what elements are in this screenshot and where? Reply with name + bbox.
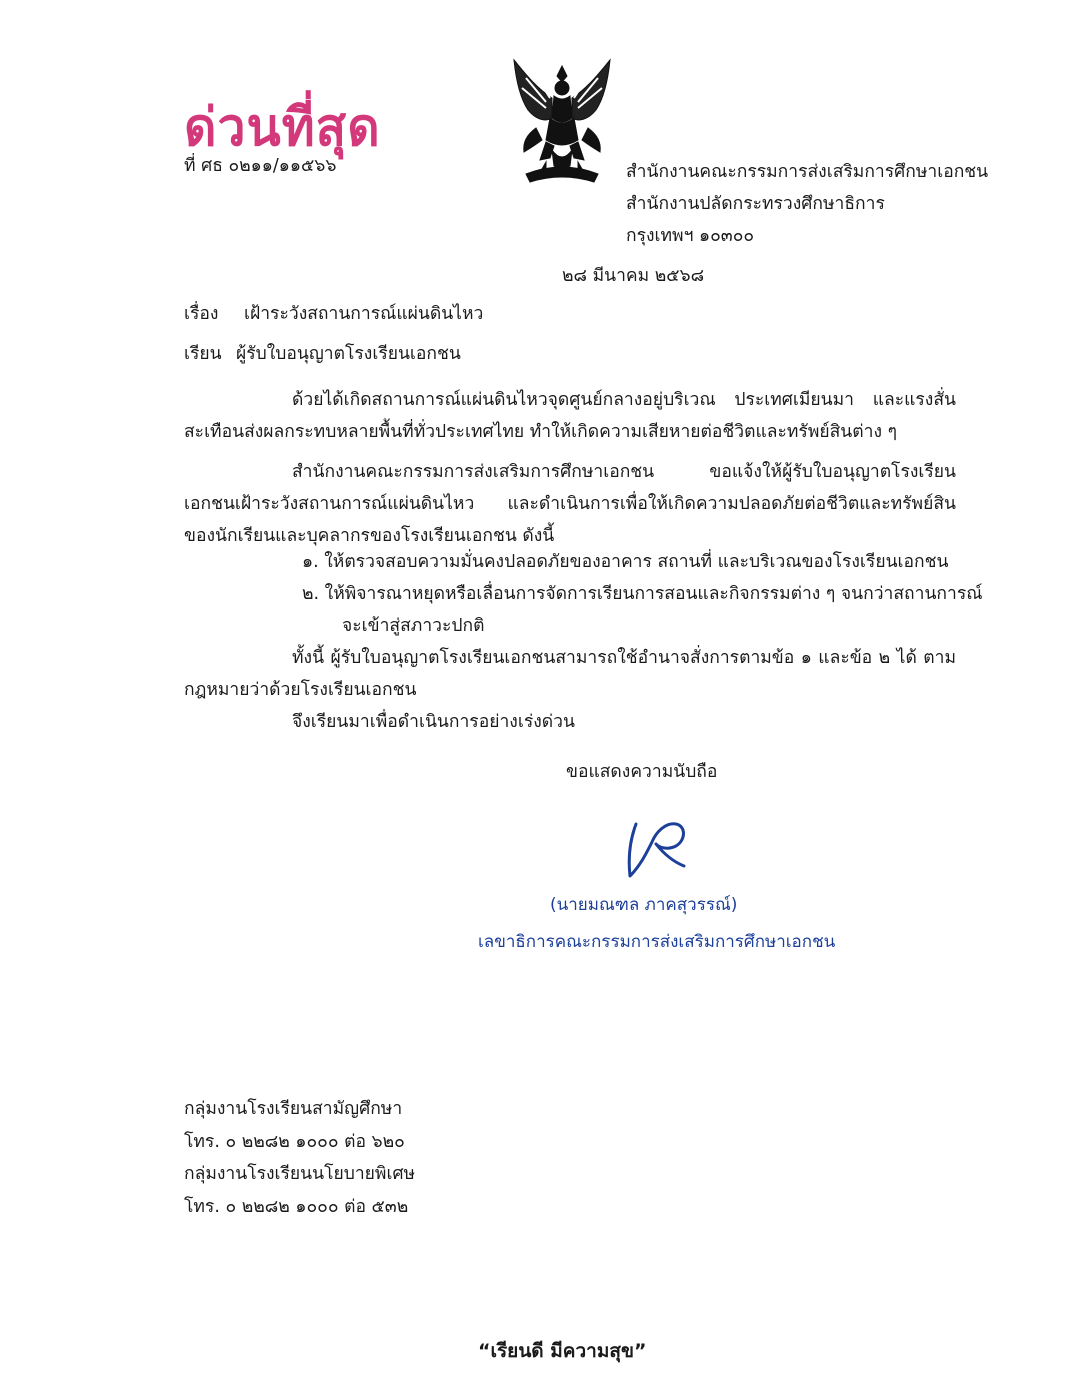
org-name-line2: สำนักงานปลัดกระทรวงศึกษาธิการ	[626, 194, 885, 214]
signer-title: เลขาธิการคณะกรรมการส่งเสริมการศึกษาเอกชน	[478, 932, 836, 952]
handwritten-signature-icon	[622, 814, 692, 882]
contact-phone-1: โทร. ๐ ๒๒๘๒ ๑๐๐๐ ต่อ ๖๒๐	[184, 1132, 405, 1152]
garuda-emblem-icon	[506, 58, 618, 186]
recipient-text: ผู้รับใบอนุญาตโรงเรียนเอกชน	[236, 344, 461, 364]
closing-request: จึงเรียนมาเพื่อดำเนินการอย่างเร่งด่วน	[292, 712, 575, 732]
document-date: ๒๘ มีนาคม ๒๕๖๘	[562, 266, 705, 286]
body-paragraph-1: ด้วยได้เกิดสถานการณ์แผ่นดินไหวจุดศูนย์กลางอยู่บริเวณ ประเทศเมียนมา และแรงสั่นสะเทือนส่งผลกระทบหลายพื้นที่ทั่วประเทศไทย ทำให้เกิดความเสียหายต่อชีวิตและทรัพย์สินต่าง ๆ	[184, 390, 956, 442]
org-address: กรุงเทพฯ ๑๐๓๐๐	[626, 226, 755, 246]
contact-group-2: กลุ่มงานโรงเรียนนโยบายพิเศษ	[184, 1164, 416, 1184]
contact-group-1: กลุ่มงานโรงเรียนสามัญศึกษา	[184, 1099, 403, 1119]
footer-motto: “เรียนดี มีความสุข”	[478, 1340, 647, 1362]
body-paragraph-2: สำนักงานคณะกรรมการส่งเสริมการศึกษาเอกชน ขอแจ้งให้ผู้รับใบอนุญาตโรงเรียนเอกชนเฝ้าระวังสถานการณ์แผ่นดินไหว และดำเนินการเพื่อให้เกิดความปลอดภัยต่อชีวิตและทรัพย์สินของนักเรียนและบุคลากรของโรงเรียนเอกชน ดังนี้	[184, 462, 956, 546]
contact-phone-2: โทร. ๐ ๒๒๘๒ ๑๐๐๐ ต่อ ๕๓๒	[184, 1197, 409, 1217]
signer-name: (นายมณฑล ภาคสุวรรณ์)	[550, 895, 738, 915]
subject-text: เฝ้าระวังสถานการณ์แผ่นดินไหว	[244, 304, 484, 324]
document-number: ที่ ศธ ๐๒๑๑/๑๑๕๖๖	[184, 156, 337, 176]
urgent-stamp: ด่วนที่สุด	[184, 96, 381, 158]
subject-label: เรื่อง	[184, 304, 219, 324]
org-name-line1: สำนักงานคณะกรรมการส่งเสริมการศึกษาเอกชน	[626, 162, 989, 182]
body-paragraph-3: ทั้งนี้ ผู้รับใบอนุญาตโรงเรียนเอกชนสามารถใช้อำนาจสั่งการตามข้อ ๑ และข้อ ๒ ได้ ตามกฎหมายว่าด้วยโรงเรียนเอกชน	[184, 648, 956, 700]
list-item-2: ๒. ให้พิจารณาหยุดหรือเลื่อนการจัดการเรียนการสอนและกิจกรรมต่าง ๆ จนกว่าสถานการณ์จะเข้าสู่สภาวะปกติ	[302, 584, 983, 636]
salutation: ขอแสดงความนับถือ	[566, 762, 718, 782]
recipient-label: เรียน	[184, 344, 222, 364]
list-item-1: ๑. ให้ตรวจสอบความมั่นคงปลอดภัยของอาคาร สถานที่ และบริเวณของโรงเรียนเอกชน	[302, 552, 949, 572]
